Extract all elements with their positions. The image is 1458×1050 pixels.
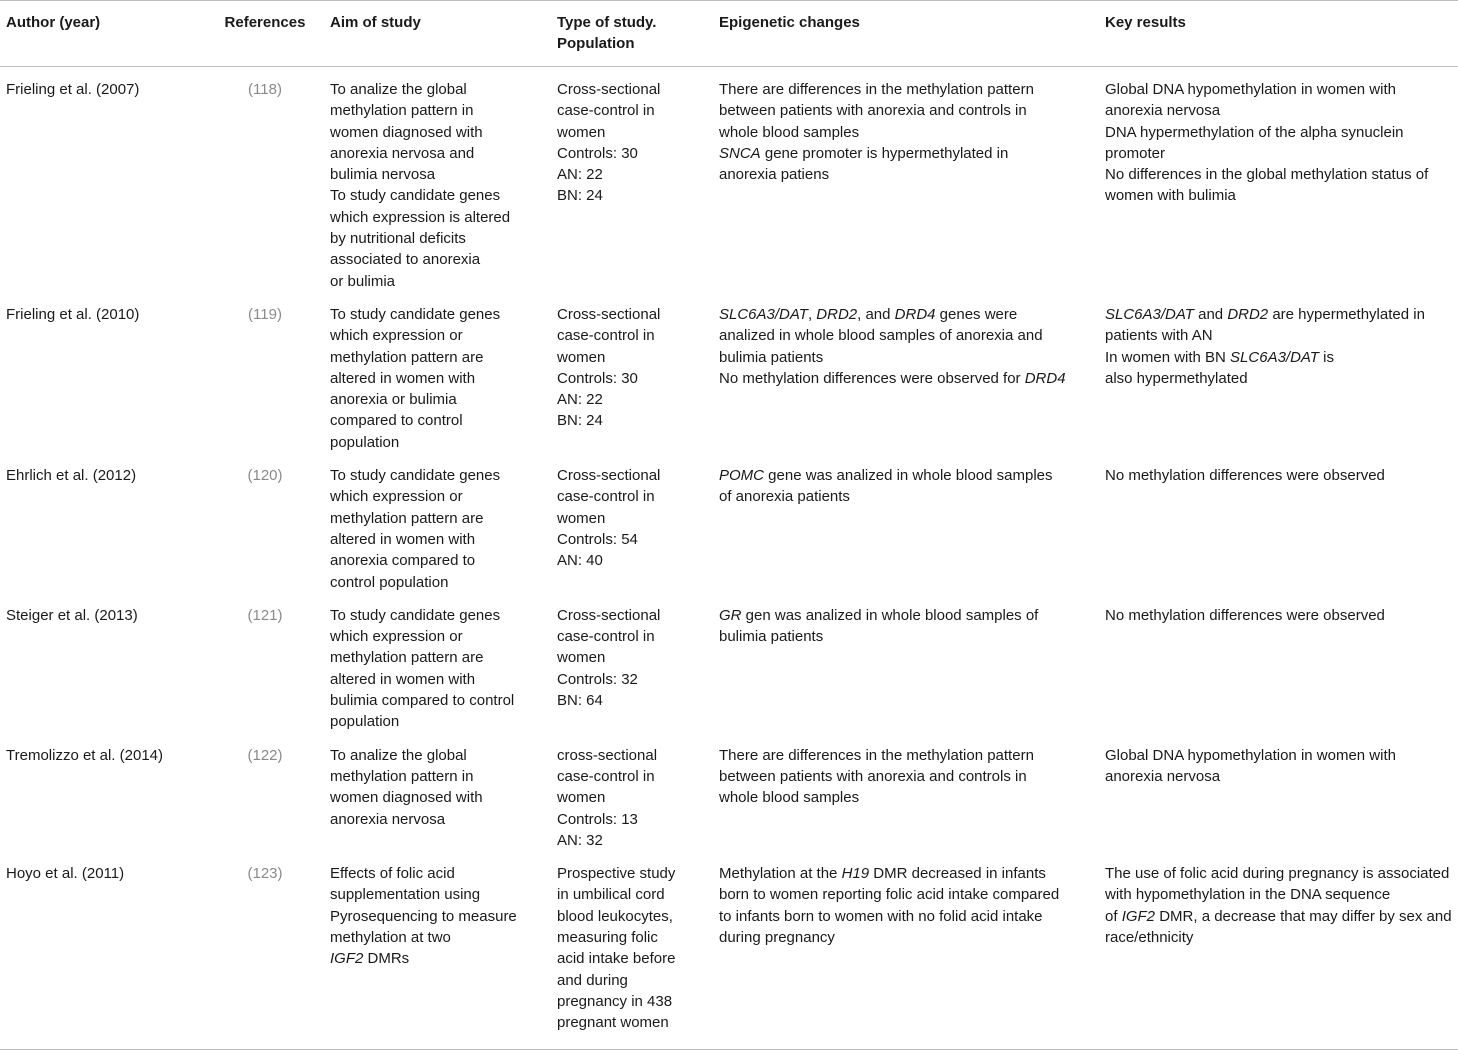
header-type <box>557 1 719 67</box>
cell-reference <box>200 733 330 851</box>
cell-line: by nutritional deficits <box>330 230 466 248</box>
cell-line: anorexia patiens <box>719 166 830 184</box>
cell-line: which expression or <box>330 628 463 646</box>
cell-line: case-control in <box>557 327 655 345</box>
cell-aim <box>330 292 557 453</box>
cell-line: of anorexia patients <box>719 488 850 506</box>
cell-author: Frieling et al. (2007) <box>6 81 140 98</box>
cell-line: Controls: 30 <box>557 369 638 387</box>
cell-aim <box>330 593 557 733</box>
cell-aim <box>330 733 557 851</box>
cell-key-results <box>1105 733 1458 851</box>
cell-line: women with bulimia <box>1105 187 1236 205</box>
cell-line: bulimia nervosa <box>330 166 436 184</box>
cell-line: pregnancy in 438 <box>557 992 673 1010</box>
table-row <box>0 67 1458 292</box>
cell-line: acid intake before <box>557 950 676 968</box>
cell-line: anorexia nervosa <box>1105 767 1221 785</box>
cell-line: and during <box>557 971 628 989</box>
cell-line: race/ethnicity <box>1105 928 1194 946</box>
cell-line: No methylation differences were observed <box>1105 606 1385 624</box>
cell-line: DNA hypermethylation of the alpha synuclein <box>1105 123 1404 141</box>
cell-line: anorexia or bulimia <box>330 391 457 409</box>
cell-line: of IGF2 DMR, a decrease that may differ by sex and <box>1105 907 1452 925</box>
cell-line: whole blood samples <box>719 789 860 807</box>
cell-reference <box>200 67 330 292</box>
cell-author: Hoyo et al. (2011) <box>6 865 125 883</box>
cell-line: patients with AN <box>1105 327 1213 345</box>
cell-type <box>557 851 719 1049</box>
reference-link[interactable]: (121) <box>247 606 283 624</box>
cell-author: Ehrlich et al. (2012) <box>6 467 137 485</box>
cell-line: with hypomethylation in the DNA sequence <box>1105 886 1391 904</box>
cell-line: case-control in <box>557 767 655 785</box>
cell-line: Cross-sectional <box>557 606 661 624</box>
cell-line: which expression or <box>330 488 463 506</box>
cell-line: anorexia nervosa <box>330 810 446 828</box>
cell-line: population <box>330 713 400 731</box>
cell-epigenetic <box>719 292 1105 453</box>
table-row <box>0 593 1458 733</box>
header-type-line: Population <box>557 35 635 53</box>
header-references: References <box>224 14 306 31</box>
cell-line: To study candidate genes <box>330 606 501 624</box>
reference-link[interactable]: (122) <box>247 746 283 764</box>
cell-line: altered in women with <box>330 369 476 387</box>
cell-line: AN: 22 <box>557 391 603 409</box>
cell-line: altered in women with <box>330 670 476 688</box>
cell-key-results <box>1105 292 1458 453</box>
cell-line: methylation pattern in <box>330 767 474 785</box>
cell-line: case-control in <box>557 102 655 120</box>
cell-line: pregnant women <box>557 1014 669 1032</box>
cell-line: In women with BN SLC6A3/DAT is <box>1105 348 1334 366</box>
cell-line: bulimia patients <box>719 348 824 366</box>
cell-line: women <box>557 509 606 527</box>
cell-type <box>557 67 719 292</box>
cell-line: women <box>557 649 606 667</box>
cell-line: methylation pattern are <box>330 348 484 366</box>
cell-line: population <box>330 433 400 451</box>
header-author: Author (year) <box>6 14 101 31</box>
cell-author: Tremolizzo et al. (2014) <box>6 746 164 764</box>
cell-line: Controls: 30 <box>557 144 638 162</box>
cell-line: To study candidate genes <box>330 187 501 205</box>
cell-line: measuring folic <box>557 928 658 946</box>
cell-line: anorexia nervosa <box>1105 102 1221 120</box>
cell-line: AN: 22 <box>557 166 603 184</box>
cell-line: Global DNA hypomethylation in women with <box>1105 81 1396 98</box>
cell-line: No differences in the global methylation status of <box>1105 166 1429 184</box>
cell-line: BN: 24 <box>557 187 603 205</box>
cell-line: Controls: 13 <box>557 810 638 828</box>
cell-aim <box>330 453 557 593</box>
cell-line: women <box>557 348 606 366</box>
cell-line: Effects of folic acid <box>330 865 455 883</box>
cell-line: AN: 32 <box>557 831 603 849</box>
cell-line: whole blood samples <box>719 123 860 141</box>
cell-line: altered in women with <box>330 530 476 548</box>
cell-type <box>557 453 719 593</box>
header-aim: Aim of study <box>330 14 421 31</box>
table-row <box>0 733 1458 851</box>
cell-reference <box>200 851 330 1049</box>
cell-line: promoter <box>1105 144 1166 162</box>
cell-type <box>557 593 719 733</box>
header-key-results: Key results <box>1105 14 1186 31</box>
cell-line: Cross-sectional <box>557 81 661 98</box>
cell-line: supplementation using <box>330 886 481 904</box>
cell-line: in umbilical cord <box>557 886 665 904</box>
cell-line: to infants born to women with no folid acid intake <box>719 907 1043 925</box>
cell-epigenetic <box>719 67 1105 292</box>
cell-line: Controls: 54 <box>557 530 638 548</box>
cell-line: To study candidate genes <box>330 305 501 323</box>
cell-line: Controls: 32 <box>557 670 638 688</box>
cell-line: women <box>557 123 606 141</box>
reference-link[interactable]: (123) <box>247 865 283 883</box>
cell-key-results <box>1105 453 1458 593</box>
cell-author: Frieling et al. (2010) <box>6 305 140 323</box>
table-row <box>0 292 1458 453</box>
cell-line: Methylation at the H19 DMR decreased in infants <box>719 865 1046 883</box>
cell-line: SLC6A3/DAT and DRD2 are hypermethylated in <box>1105 305 1425 323</box>
cell-line: No methylation differences were observed for DRD4 <box>719 369 1066 387</box>
cell-line: compared to control <box>330 412 463 430</box>
cell-line: bulimia patients <box>719 628 824 646</box>
cell-line: which expression or <box>330 327 463 345</box>
cell-line: women diagnosed with <box>330 789 483 807</box>
cell-line: during pregnancy <box>719 928 835 946</box>
cell-epigenetic <box>719 593 1105 733</box>
reference-link[interactable]: (120) <box>247 467 283 485</box>
cell-line: methylation pattern are <box>330 509 484 527</box>
cell-line: born to women reporting folic acid intake compared <box>719 886 1060 904</box>
cell-line: analized in whole blood samples of anorexia and <box>719 327 1043 345</box>
cell-line: IGF2 DMRs <box>330 950 410 968</box>
cell-key-results <box>1105 851 1458 1049</box>
cell-reference <box>200 453 330 593</box>
cell-key-results <box>1105 67 1458 292</box>
cell-line: methylation pattern in <box>330 102 474 120</box>
cell-aim <box>330 67 557 292</box>
table-row <box>0 851 1458 1049</box>
reference-link[interactable]: (119) <box>248 305 282 323</box>
table-header-row <box>0 1 1458 67</box>
cell-line: AN: 40 <box>557 552 603 570</box>
cell-line: between patients with anorexia and controls in <box>719 767 1027 785</box>
cell-line: SLC6A3/DAT, DRD2, and DRD4 genes were <box>719 305 1018 323</box>
cell-line: associated to anorexia <box>330 251 481 269</box>
cell-epigenetic <box>719 851 1105 1049</box>
header-epigenetic: Epigenetic changes <box>719 14 860 31</box>
header-type-text <box>557 12 719 55</box>
cell-line: No methylation differences were observed <box>1105 467 1385 485</box>
cell-line: BN: 24 <box>557 412 603 430</box>
cell-line: There are differences in the methylation pattern <box>719 81 1034 98</box>
cell-type <box>557 733 719 851</box>
reference-link[interactable]: (118) <box>248 81 282 98</box>
cell-line: women <box>557 789 606 807</box>
cell-line: Cross-sectional <box>557 305 661 323</box>
cell-line: Cross-sectional <box>557 467 661 485</box>
cell-aim <box>330 851 557 1049</box>
cell-line: bulimia compared to control <box>330 692 515 710</box>
header-type-line: Type of study. <box>557 14 657 31</box>
cell-line: Prospective study <box>557 865 676 883</box>
cell-line: case-control in <box>557 488 655 506</box>
cell-line: anorexia nervosa and <box>330 144 475 162</box>
cell-reference <box>200 292 330 453</box>
cell-epigenetic <box>719 733 1105 851</box>
cell-line: To analize the global <box>330 81 467 98</box>
cell-line: BN: 64 <box>557 692 603 710</box>
cell-line: methylation pattern are <box>330 649 484 667</box>
cell-line: or bulimia <box>330 272 396 290</box>
cell-reference <box>200 593 330 733</box>
cell-line: women diagnosed with <box>330 123 483 141</box>
cell-line: also hypermethylated <box>1105 369 1248 387</box>
cell-author: Steiger et al. (2013) <box>6 606 138 624</box>
cell-line: cross-sectional <box>557 746 658 764</box>
cell-line: methylation at two <box>330 928 451 946</box>
cell-line: which expression is altered <box>330 208 511 226</box>
cell-type <box>557 292 719 453</box>
cell-line: blood leukocytes, <box>557 907 673 925</box>
cell-line: To analize the global <box>330 746 467 764</box>
table-row <box>0 453 1458 593</box>
cell-line: Pyrosequencing to measure <box>330 907 517 925</box>
cell-line: anorexia compared to <box>330 552 476 570</box>
cell-line: There are differences in the methylation pattern <box>719 746 1034 764</box>
cell-epigenetic <box>719 453 1105 593</box>
cell-line: To study candidate genes <box>330 467 501 485</box>
cell-line: Global DNA hypomethylation in women with <box>1105 746 1396 764</box>
cell-line: GR gen was analized in whole blood samples of <box>719 606 1039 624</box>
cell-key-results <box>1105 593 1458 733</box>
cell-line: between patients with anorexia and controls in <box>719 102 1027 120</box>
cell-line: The use of folic acid during pregnancy is associated <box>1105 865 1450 883</box>
cell-line: POMC gene was analized in whole blood samples <box>719 467 1053 485</box>
cell-line: control population <box>330 573 449 591</box>
cell-line: SNCA gene promoter is hypermethylated in <box>719 144 1009 162</box>
cell-line: case-control in <box>557 628 655 646</box>
